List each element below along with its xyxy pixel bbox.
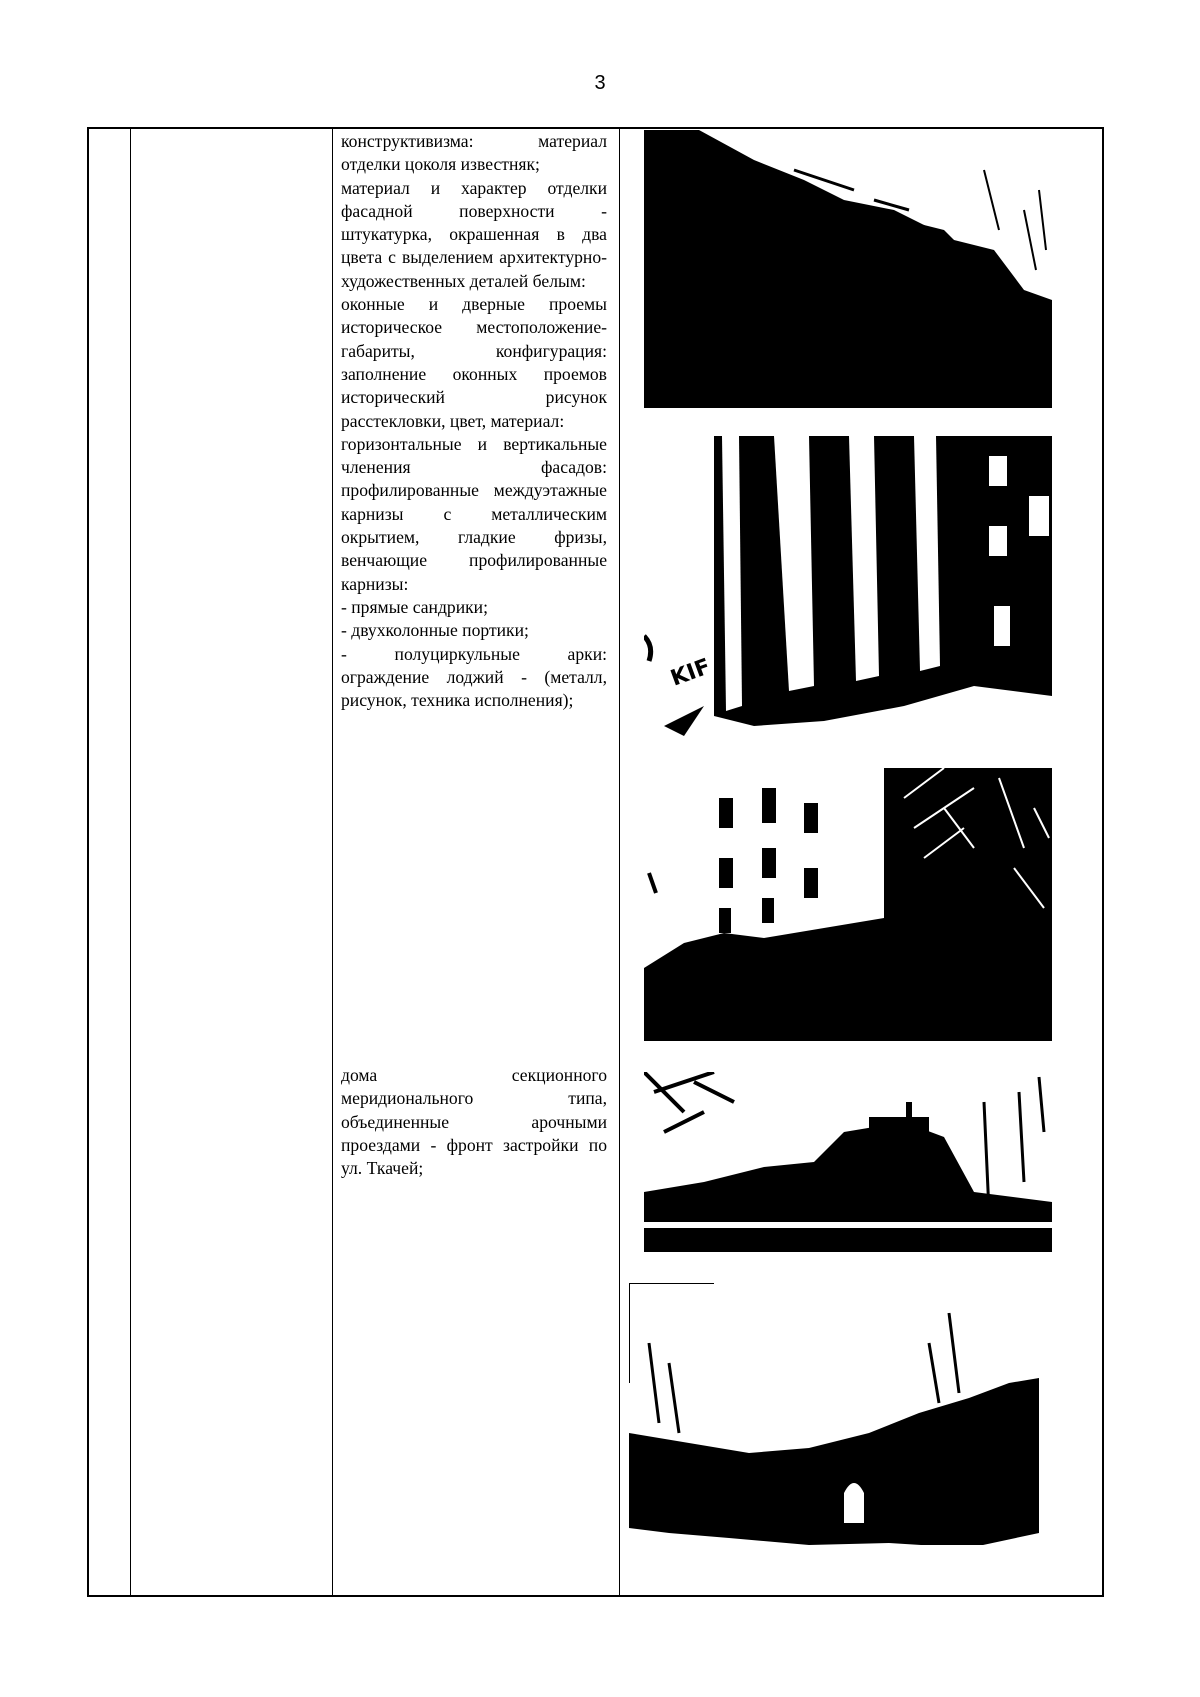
- building-photo-2: [644, 436, 1052, 741]
- paragraph: оконные и дверные проемы историческое местоположение-габариты, конфигурация: заполнение оконных проемов исторический рисунок расстекловки, цвет, материал:: [341, 294, 607, 431]
- street-photo-5: [629, 1283, 1039, 1573]
- paragraph: дома секционного меридионального типа, объединенные арочными проездами - фронт застройки по ул. Ткачей;: [341, 1065, 607, 1179]
- building-photo-3: [644, 768, 1052, 1041]
- description-text-block-1: [341, 130, 607, 712]
- street-photo-5-image: [629, 1283, 1039, 1573]
- graffiti-text: KIF: [667, 654, 714, 692]
- building-photo-1-image: [644, 130, 1052, 408]
- column-divider-1: [130, 129, 131, 1595]
- page-number: 3: [594, 72, 606, 94]
- paragraph: материал и характер отделки фасадной поверхности - штукатурка, окрашенная в два цвета с выделением архитектурно-художественных деталей белым:: [341, 177, 607, 291]
- building-photo-3-image: [644, 768, 1052, 1041]
- paragraph: конструктивизма: материал отделки цоколя известняк;: [341, 131, 607, 175]
- street-photo-4-image: [644, 1072, 1052, 1252]
- description-text-block-2: [341, 1064, 607, 1180]
- paragraph: - прямые сандрики;: [341, 596, 488, 617]
- building-photo-2-image: [644, 436, 1052, 741]
- paragraph: - полуциркульные арки: ограждение лоджий - (металл, рисунок, техника исполнения);: [341, 643, 607, 711]
- building-photo-1: [644, 130, 1052, 408]
- column-divider-2: [332, 129, 333, 1595]
- street-photo-4: [644, 1072, 1052, 1252]
- paragraph: горизонтальные и вертикальные членения фасадов: профилированные междуэтажные карнизы с металлическим окрытием, гладкие фризы, венчающие профилированные карнизы:: [341, 433, 607, 594]
- paragraph: - двухколонные портики;: [341, 620, 529, 641]
- column-divider-3: [619, 129, 620, 1595]
